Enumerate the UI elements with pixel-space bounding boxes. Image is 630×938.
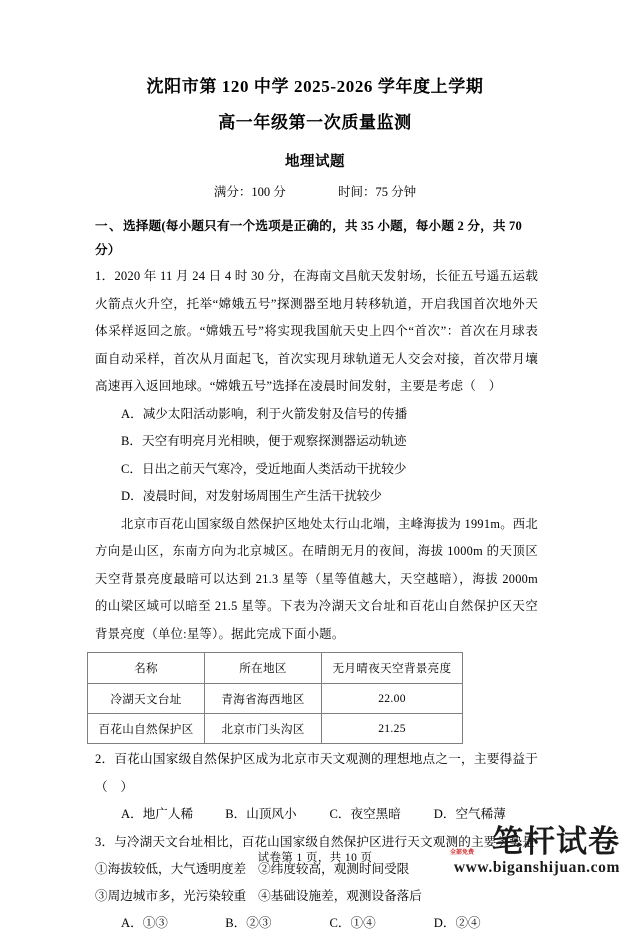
section-number: 一、: [95, 219, 123, 233]
document-header: [0, 0, 630, 202]
full-marks-label: 满分：100 分: [213, 185, 286, 199]
option-row[interactable]: A．减少太阳活动影响，利于火箭发射及信号的传播: [121, 406, 408, 421]
school-title-line: 沈阳市第 120 中学 2025-2026 学年度上学期: [146, 77, 484, 96]
question-1-stem: 1．2020 年 11 月 24 日 4 时 30 分，在海南文昌航天发射场，长征五号遥五运载火箭点火升空，托举“嫦娥五号”探测器至地月转移轨道，开启我国首次地外天体采样返回之旅。“嫦娥五号”将实现我国航天史上四个“首次”：首次在月球表面自动采样，首次从月面起飞，首次实现月球轨道无人交会对接，首次带月壤高速再入返回地球。“嫦娥五号”选择在凌晨时间发射，主要是考虑（ ）: [95, 269, 538, 393]
option-item[interactable]: D．空气稀薄: [433, 807, 506, 821]
table-cell-brightness: 21.25: [322, 714, 463, 744]
option-item[interactable]: C．夜空黑暗: [329, 807, 401, 821]
subitem-3: ③周边城市多，光污染较重: [95, 889, 247, 903]
option-item[interactable]: A．地广人稀: [121, 807, 194, 821]
exam-meta: [0, 182, 630, 202]
page-footer: [0, 823, 630, 893]
table-row: [88, 714, 463, 744]
table-row: [88, 684, 463, 714]
option-item[interactable]: C．①④: [329, 916, 376, 930]
table-cell-name: 冷湖天文台址: [88, 684, 205, 714]
table-header-cell: 名称: [88, 653, 205, 684]
page-number: 试卷第 1 页，共 10 页: [257, 852, 373, 864]
table-cell-brightness: 22.00: [322, 684, 463, 714]
subitem-2: ②纬度较高，观测时间受限: [258, 862, 410, 876]
option-item[interactable]: D．②④: [433, 916, 481, 930]
option-row[interactable]: B．天空有明亮月光相映，便于观察探测器运动轨迹: [121, 434, 407, 448]
question-2-stem: 2．百花山国家级自然保护区成为北京市天文观测的理想地点之一，主要得益于（ ）: [95, 752, 538, 794]
subject-title: 地理试题: [285, 154, 345, 170]
question-1-options: [95, 401, 538, 511]
section-title: 选择题(每小题只有一个选项是正确的，共 35 小题，每小题 2 分，共 70 分）: [95, 219, 523, 257]
question-3-options: [95, 910, 538, 938]
option-row[interactable]: C．日出之前天气寒冷，受近地面人类活动干扰较少: [121, 461, 407, 476]
reading-passage: 北京市百花山国家级自然保护区地处太行山北端，主峰海拔为 1991m。西北方向是山区，东南方向为北京城区。在晴朗无月的夜间，海拔 1000m 的天顶区天空背景亮度最暗可以达到 21.3 星等（星等值越大，天空越暗），海拔 2000m 的山梁区域可以暗至 21.5 星等。下表为冷湖天文台址和百花山自然保护区天空背景亮度（单位:星等）。据此完成下面小题。: [95, 516, 538, 641]
question-3-stem: 3．与冷湖天文台址相比，百花山国家级自然保护区进行天文观测的主要劣势是: [95, 834, 535, 849]
table-cell-region: 北京市门头沟区: [205, 714, 322, 744]
table-header-cell: 所在地区: [205, 653, 322, 684]
watermark-free-badge: 全部免费: [450, 848, 475, 856]
table-cell-region: 青海省海西地区: [205, 684, 322, 714]
section-heading: [95, 214, 538, 262]
option-item[interactable]: B．②③: [225, 916, 272, 930]
watermark-logo: [440, 825, 622, 876]
option-item[interactable]: A．①③: [121, 916, 168, 930]
watermark-brand-cn: 笔杆试卷: [492, 824, 620, 860]
table-cell-name: 百花山自然保护区: [88, 714, 205, 744]
sky-brightness-table-wrap: [95, 652, 538, 744]
table-header-cell: 无月晴夜天空背景亮度: [322, 653, 463, 684]
table-header-row: [88, 653, 463, 684]
sky-brightness-table: [87, 652, 463, 744]
subitem-1: ①海拔较低，大气透明度差: [95, 862, 247, 876]
subitem-4: ④基础设施差，观测设备落后: [258, 889, 422, 903]
option-item[interactable]: B．山顶风小: [225, 807, 297, 821]
option-row[interactable]: D．凌晨时间，对发射场周围生产生活干扰较少: [121, 489, 382, 503]
watermark-url: www.biganshijuan.com: [453, 859, 620, 876]
duration-label: 时间：75 分钟: [338, 185, 417, 199]
exam-title-line: 高一年级第一次质量监测: [218, 113, 412, 132]
